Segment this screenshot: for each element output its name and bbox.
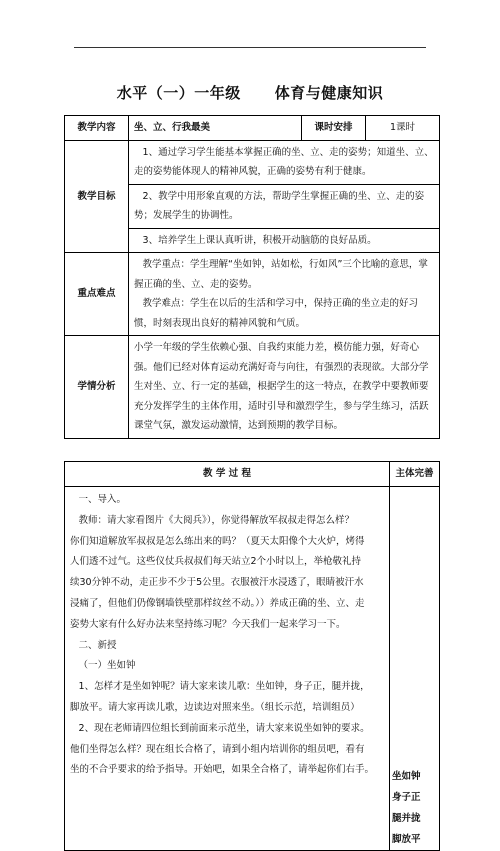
side-notes [392, 766, 439, 850]
process-line: 坐的不合乎要求的给予指导。开始吧，如果全合格了，请举起你们右手。 [70, 764, 375, 776]
process-line: 脚放平。请大家再读儿歌，边读边对照来坐。（组长示范，培训组员） [70, 701, 360, 713]
content-value: 坐、立、行我最美 [129, 116, 302, 141]
content-label: 教学内容 [65, 116, 129, 141]
process-line: 姿势大家有什么好办法来坚持练习呢？今天我们一起来学习一下。 [70, 618, 346, 630]
difficulty-point: 教学难点：学生在以后的生活和学习中，保持正确的坐立走的好习惯，时刻表现出良好的精神风貌和气质。 [134, 298, 419, 329]
goal-item: 2、教学中用形象直观的方法，帮助学生掌握正确的坐、立、走的姿势；发展学生的协调性。 [129, 185, 439, 229]
process-line: 他们坐得怎么样？现在组长合格了，请到小组内培训你的组员吧，看有 [70, 743, 365, 755]
teaching-process-table [64, 461, 440, 851]
process-line: （一）坐如钟 [78, 660, 136, 672]
process-body-row [65, 487, 440, 851]
side-notes-cell [390, 487, 440, 851]
content-row [65, 116, 440, 141]
analysis-cell: 小学一年级的学生依赖心强、自我约束能力差，模仿能力强，好奇心强。他们已经对体育运动充满好奇与向往，有强烈的表现欲。大部分学生对坐、立、行一定的基础，根据学生的这一特点，在教学中要教师要充分发挥学生的主体作用，适时引导和激烈学生，参与学生练习，活跃课堂气氛，激发运动激情，达到预期的教学目标。 [129, 336, 440, 439]
side-note: 坐如钟 [392, 771, 421, 782]
goal-item: 1、通过学习学生能基本掌握正确的坐、立、走的姿势；知道坐、立、走的姿势能体现人的精神风貌，正确的姿势有利于健康。 [129, 141, 439, 185]
process-line: 2、现在老师请四位组长到前面来示范坐，请大家来说坐如钟的要求。 [78, 722, 370, 734]
goals-row [65, 140, 440, 253]
focus-point: 教学重点：学生理解“坐如钟，站如松，行如风”三个比喻的意思，掌握正确的坐、立、走的姿势。 [134, 259, 428, 290]
analysis-row [65, 336, 440, 439]
focus-row [65, 253, 440, 336]
focus-cell [129, 253, 440, 336]
process-line: 一、导入。 [78, 494, 127, 505]
side-note: 身子正 [392, 792, 421, 803]
process-header-row [65, 462, 440, 487]
process-line: 人们透不过气。这些仪仗兵叔叔们每天站立2个小时以上，举枪敬礼持 [70, 556, 362, 568]
document-title [0, 82, 500, 103]
goals-label: 教学目标 [65, 140, 129, 253]
process-line: 浸痛了，但他们仍像钢墙铁壁那样纹丝不动。））养成正确的坐、立、走 [70, 597, 365, 609]
side-header: 主体完善 [390, 462, 440, 487]
process-line: 续30分钟不动，走正步不少于5公里。衣服被汗水浸透了，眼睛被汗水 [70, 577, 364, 589]
process-header: 教 学 过 程 [65, 462, 390, 487]
goals-cell [129, 140, 440, 253]
process-line: 二、新授 [78, 639, 117, 651]
focus-label: 重点难点 [65, 253, 129, 336]
process-line: 教师：请大家看图片《大阅兵》），你觉得解放军叔叔走得怎么样？ [78, 514, 355, 526]
process-line: 你们知道解放军叔叔是怎么练出来的吗？（夏天太阳像个大火炉，烤得 [70, 535, 365, 547]
top-rule [74, 47, 426, 48]
schedule-label: 课时安排 [302, 116, 366, 141]
analysis-label: 学情分析 [65, 336, 129, 439]
goal-item: 3、培养学生上课认真听讲，积极开动脑筋的良好品质。 [142, 234, 377, 246]
process-body [65, 487, 390, 851]
title-subject: 体育与健康知识 [274, 84, 384, 102]
schedule-value: 1课时 [366, 116, 440, 141]
lesson-info-table [64, 115, 440, 439]
side-note: 脚放平 [392, 834, 421, 845]
process-line: 1、怎样才是坐如钟呢？请大家来读儿歌：坐如钟，身子正，腿并拢， [78, 681, 370, 693]
title-level: 水平（一）一年级 [116, 84, 241, 102]
side-note: 腿并拢 [392, 813, 421, 824]
